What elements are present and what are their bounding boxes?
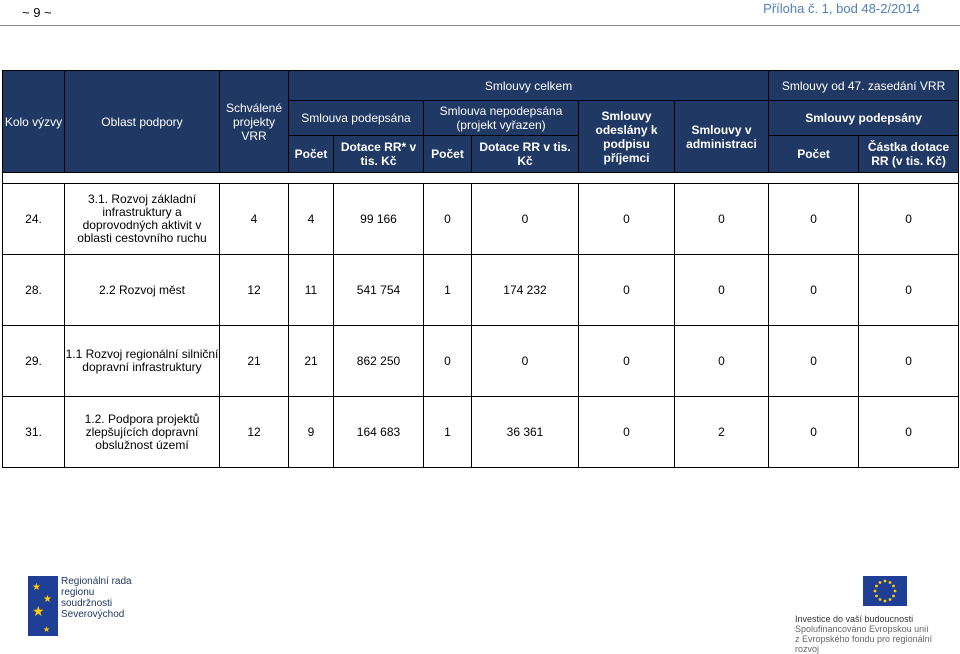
row-value: 0 — [424, 326, 472, 397]
header-oblast: Oblast podpory — [65, 71, 220, 173]
row-value: 0 — [472, 184, 579, 255]
row-value: 0 — [472, 326, 579, 397]
row-value: 0 — [859, 326, 959, 397]
contracts-table — [2, 70, 959, 468]
row-value: 0 — [769, 397, 859, 468]
row-value: 4 — [289, 184, 334, 255]
header-nepodepsana: Smlouva nepodepsána (projekt vyřazen) — [424, 101, 579, 136]
row-value: 0 — [675, 326, 769, 397]
row-value: 4 — [220, 184, 289, 255]
row-value: 0 — [769, 255, 859, 326]
row-value: 11 — [289, 255, 334, 326]
row-value: 9 — [289, 397, 334, 468]
eu-flag-icon — [863, 576, 907, 606]
row-oblast: 1.1 Rozvoj regionální silniční dopravní infrastruktury — [65, 326, 220, 397]
row-value: 0 — [675, 184, 769, 255]
row-value: 0 — [579, 184, 675, 255]
header-pocet-podepsany: Počet — [769, 136, 859, 173]
row-value: 36 361 — [472, 397, 579, 468]
row-value: 12 — [220, 255, 289, 326]
row-value: 0 — [769, 184, 859, 255]
svg-text:★: ★ — [43, 625, 51, 634]
row-value: 0 — [579, 397, 675, 468]
row-value: 0 — [675, 255, 769, 326]
svg-text:★: ★ — [32, 582, 41, 593]
row-kolo: 31. — [3, 397, 65, 468]
row-value: 2 — [675, 397, 769, 468]
svg-text:★: ★ — [32, 604, 45, 620]
table-row — [3, 397, 959, 468]
table-row — [3, 184, 959, 255]
eu-stars-icon — [28, 576, 58, 636]
row-value: 0 — [859, 397, 959, 468]
row-value: 0 — [859, 184, 959, 255]
header-kolo: Kolo výzvy — [3, 71, 65, 173]
row-oblast: 2.2 Rozvoj měst — [65, 255, 220, 326]
row-value: 0 — [859, 255, 959, 326]
row-value: 0 — [769, 326, 859, 397]
row-value: 0 — [579, 255, 675, 326]
row-oblast: 1.2. Podpora projektů zlepšujících dopravní obslužnost území — [65, 397, 220, 468]
header-divider — [0, 25, 960, 26]
header-smlouvy-zasedani: Smlouvy od 47. zasedání VRR — [769, 71, 959, 101]
row-value: 0 — [579, 326, 675, 397]
annex-reference: Příloha č. 1, bod 48-2/2014 — [763, 1, 920, 16]
row-value: 12 — [220, 397, 289, 468]
row-value: 541 754 — [334, 255, 424, 326]
svg-text:★: ★ — [43, 594, 52, 605]
logo-line: Regionální rada — [61, 576, 132, 587]
row-value: 1 — [424, 397, 472, 468]
table-row — [3, 326, 959, 397]
header-smlouvy-celkem: Smlouvy celkem — [289, 71, 769, 101]
row-oblast: 3.1. Rozvoj základní infrastruktury a doprovodných aktivit v oblasti cestovního ruchu — [65, 184, 220, 255]
row-value: 21 — [289, 326, 334, 397]
header-pocet-nepodepsana: Počet — [424, 136, 472, 173]
header-dotace-nepodepsana: Dotace RR v tis. Kč — [472, 136, 579, 173]
header-administraci: Smlouvy v administraci — [675, 101, 769, 173]
eu-logo — [795, 576, 935, 654]
row-kolo: 28. — [3, 255, 65, 326]
table-row — [3, 255, 959, 326]
header-pocet-podepsana: Počet — [289, 136, 334, 173]
row-value: 21 — [220, 326, 289, 397]
row-kolo: 29. — [3, 326, 65, 397]
row-kolo: 24. — [3, 184, 65, 255]
logo-line: Spolufinancováno Evropskou unií — [795, 624, 929, 634]
row-value: 0 — [424, 184, 472, 255]
row-value: 862 250 — [334, 326, 424, 397]
header-dotace-podepsana: Dotace RR* v tis. Kč — [334, 136, 424, 173]
row-value: 164 683 — [334, 397, 424, 468]
logo-line: Investice do vaší budoucnosti — [795, 614, 914, 624]
page-number: ~ 9 ~ — [22, 5, 52, 20]
header-odeslany: Smlouvy odeslány k podpisu příjemci — [579, 101, 675, 173]
logo-line: z Evropského fondu pro regionální rozvoj — [795, 634, 933, 654]
logo-line: regionu soudržnosti — [61, 587, 113, 609]
header-schvalene: Schválené projekty VRR — [220, 71, 289, 173]
row-value: 1 — [424, 255, 472, 326]
row-value: 174 232 — [472, 255, 579, 326]
row-value: 99 166 — [334, 184, 424, 255]
header-podepsana: Smlouva podepsána — [289, 101, 424, 136]
logo-line: Severovýchod — [61, 609, 125, 620]
header-castka: Částka dotace RR (v tis. Kč) — [859, 136, 959, 173]
header-podepsany: Smlouvy podepsány — [769, 101, 959, 136]
